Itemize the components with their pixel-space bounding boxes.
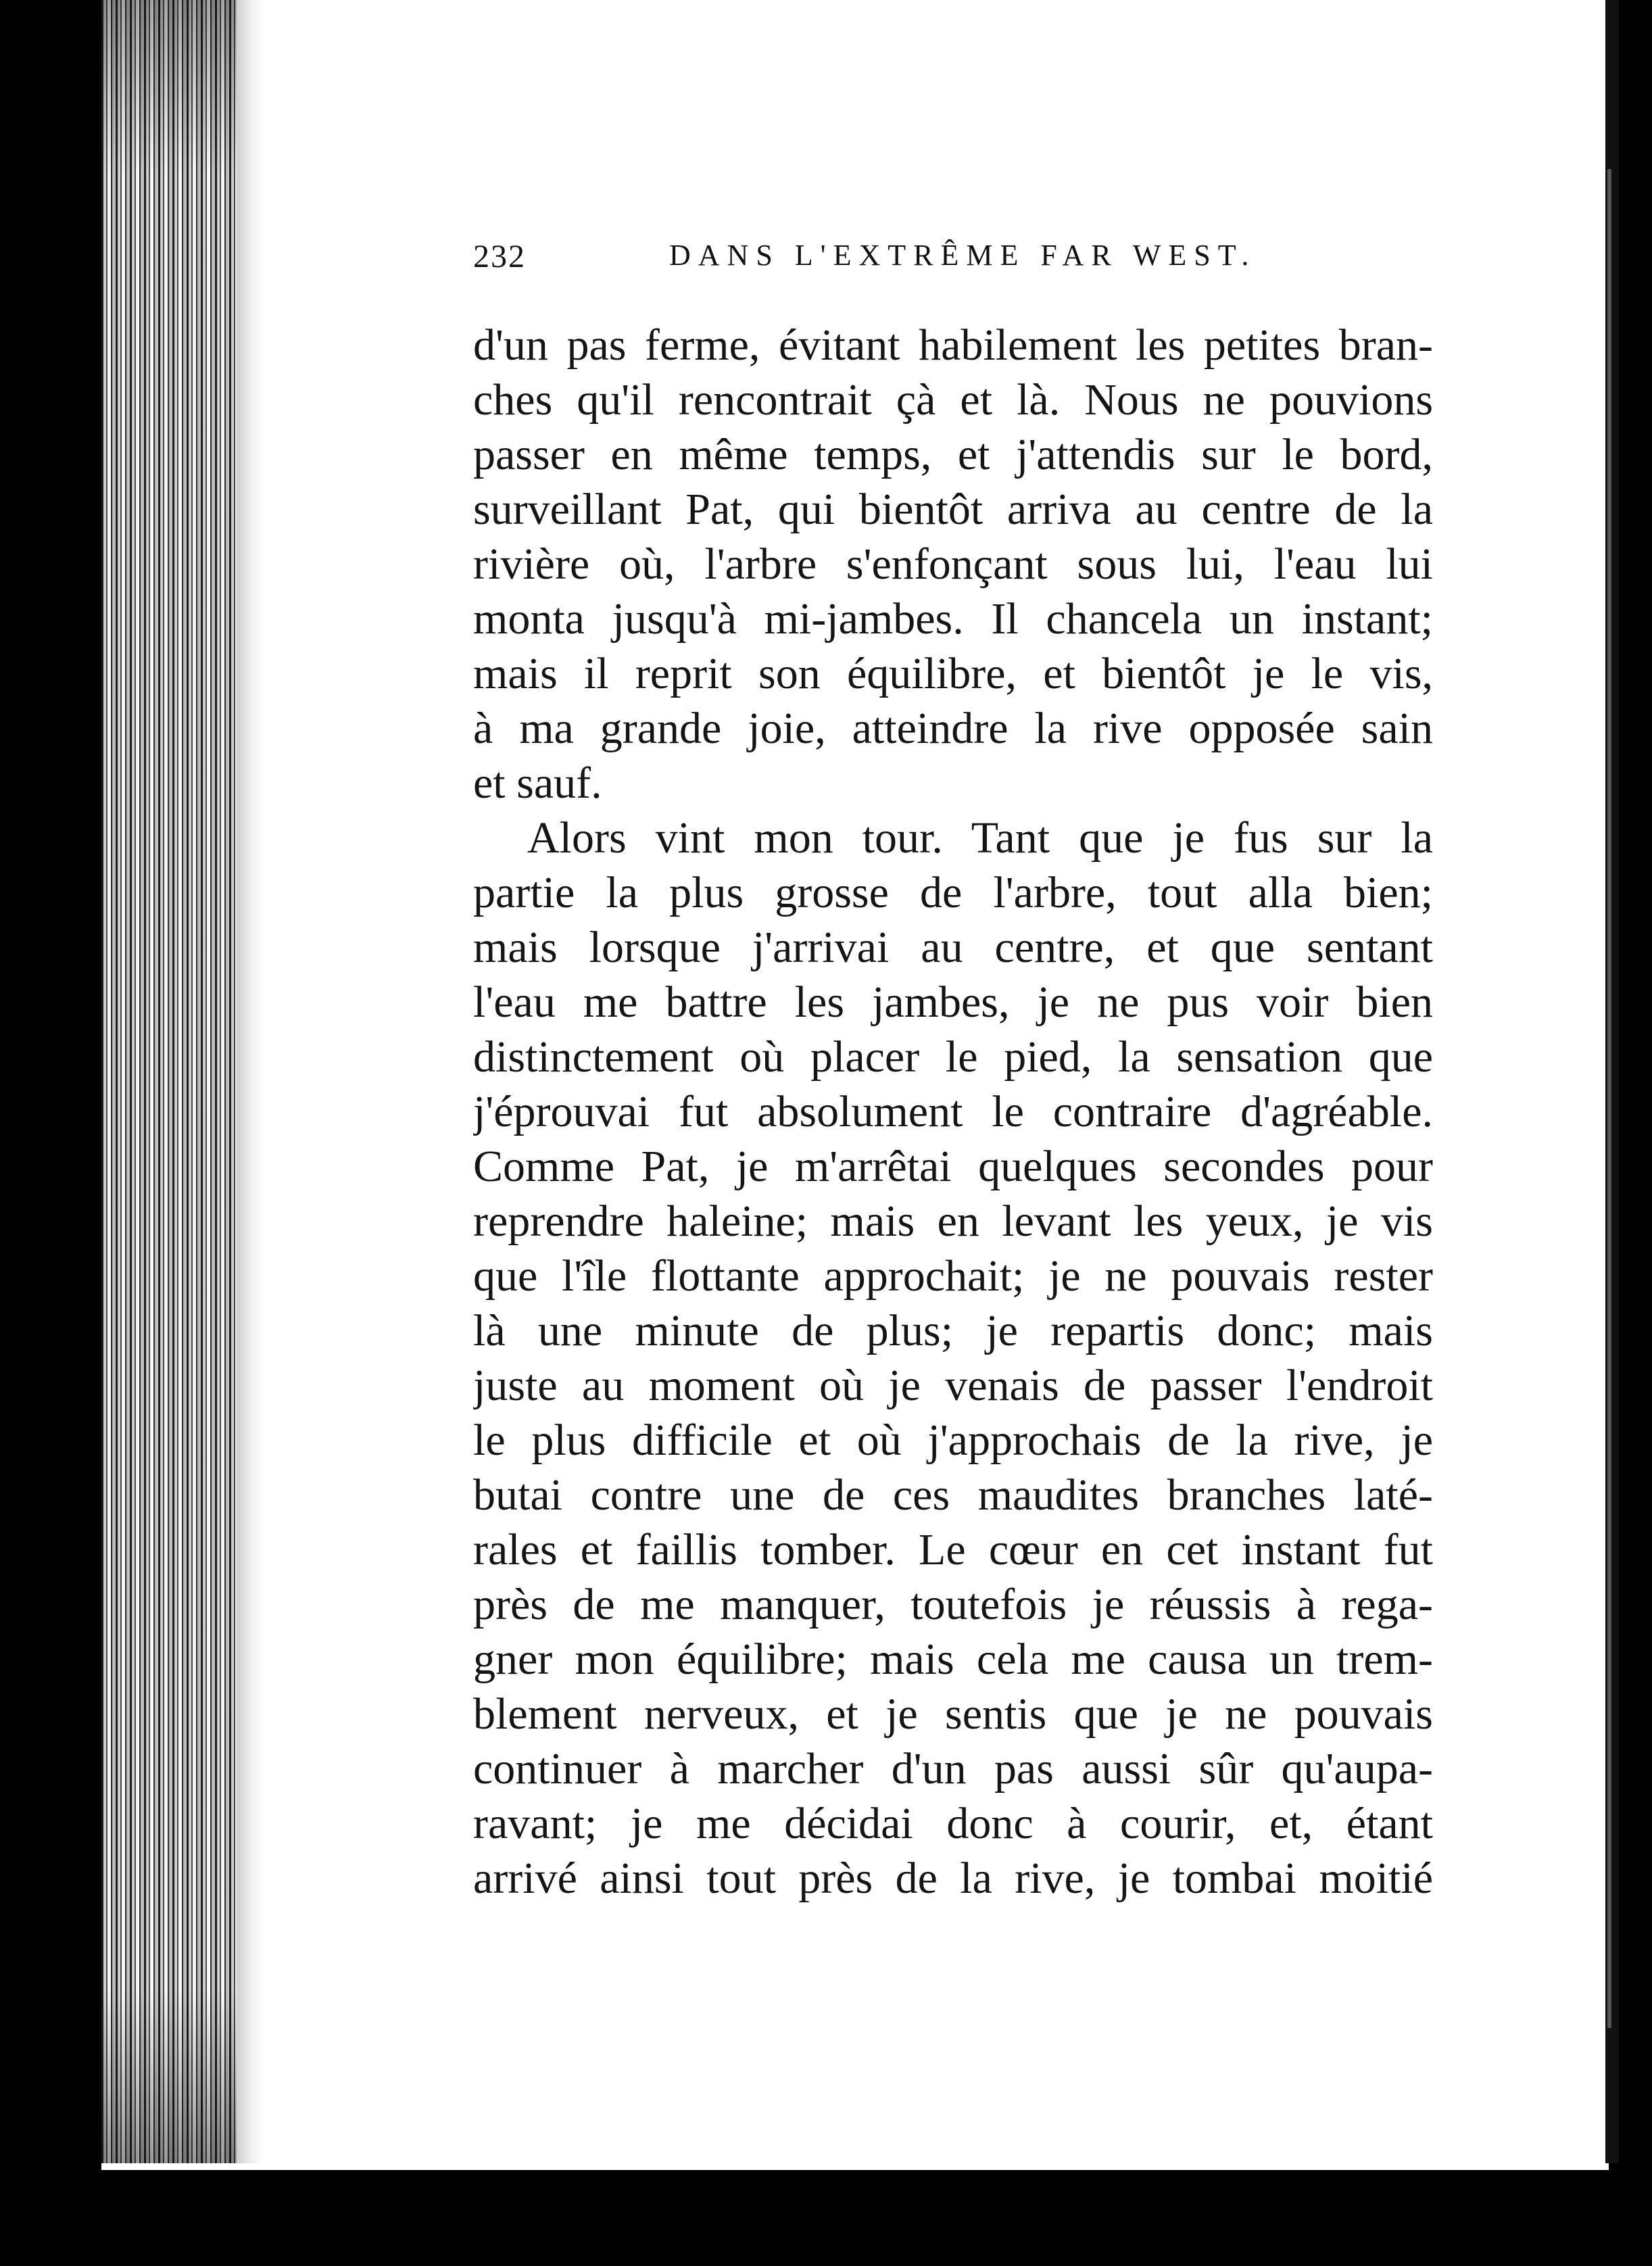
running-head: [473, 238, 1433, 279]
body-text: [473, 318, 1433, 1906]
right-page-edge-line: [1607, 169, 1611, 2028]
text-line: j'éprouvai fut absolument le contraire d'agréable.: [473, 1087, 1433, 1136]
text-line: continuer à marcher d'un pas aussi sûr qu'aupa-: [473, 1744, 1433, 1793]
text-line: ches qu'il rencontrait çà et là. Nous ne pouvions: [473, 375, 1433, 425]
text-line: blement nerveux, et je sentis que je ne pouvais: [473, 1689, 1433, 1739]
text-line: butai contre une de ces maudites branches laté-: [473, 1470, 1433, 1520]
text-line: surveillant Pat, qui bientôt arriva au centre de la: [473, 485, 1433, 534]
text-line: mais lorsque j'arrivai au centre, et que sentant: [473, 923, 1433, 972]
text-line: rivière où, l'arbre s'enfonçant sous lui, l'eau lui: [473, 539, 1433, 589]
text-line: partie la plus grosse de l'arbre, tout alla bien;: [473, 868, 1433, 917]
gutter-shadow: [237, 0, 264, 2163]
text-line: mais il reprit son équilibre, et bientôt je le vis,: [473, 649, 1433, 698]
text-line: distinctement où placer le pied, la sensation que: [473, 1032, 1433, 1082]
text-line: ravant; je me décidai donc à courir, et, étant: [473, 1799, 1433, 1848]
text-line: rales et faillis tomber. Le cœur en cet instant fut: [473, 1525, 1433, 1574]
text-line: près de me manquer, toutefois je réussis à rega-: [473, 1580, 1433, 1629]
text-line: à ma grande joie, atteindre la rive opposée sain: [473, 704, 1433, 753]
text-line: et sauf.: [473, 758, 602, 808]
text-line: gner mon équilibre; mais cela me causa un trem-: [473, 1635, 1433, 1684]
text-line: reprendre haleine; mais en levant les yeux, je vis: [473, 1197, 1433, 1246]
running-title: DANS L'EXTRÊME FAR WEST.: [669, 239, 1257, 272]
text-line: là une minute de plus; je repartis donc; mais: [473, 1306, 1433, 1355]
text-line: que l'île flottante approchait; je ne pouvais rester: [473, 1251, 1433, 1301]
text-line: Alors vint mon tour. Tant que je fus sur la: [527, 813, 1433, 863]
text-line: l'eau me battre les jambes, je ne pus voir bien: [473, 978, 1433, 1027]
page-number: 232: [473, 239, 526, 274]
text-line: d'un pas ferme, évitant habilement les petites bran-: [473, 320, 1433, 370]
text-line: juste au moment où je venais de passer l'endroit: [473, 1361, 1433, 1410]
page-edges: [101, 0, 237, 2163]
text-line: Comme Pat, je m'arrêtai quelques secondes pour: [473, 1142, 1433, 1191]
text-line: passer en même temps, et j'attendis sur le bord,: [473, 430, 1433, 479]
text-line: le plus difficile et où j'approchais de la rive, je: [473, 1416, 1433, 1465]
text-line: monta jusqu'à mi-jambes. Il chancela un instant;: [473, 594, 1433, 644]
text-line: arrivé ainsi tout près de la rive, je tombai moitié: [473, 1854, 1433, 1903]
